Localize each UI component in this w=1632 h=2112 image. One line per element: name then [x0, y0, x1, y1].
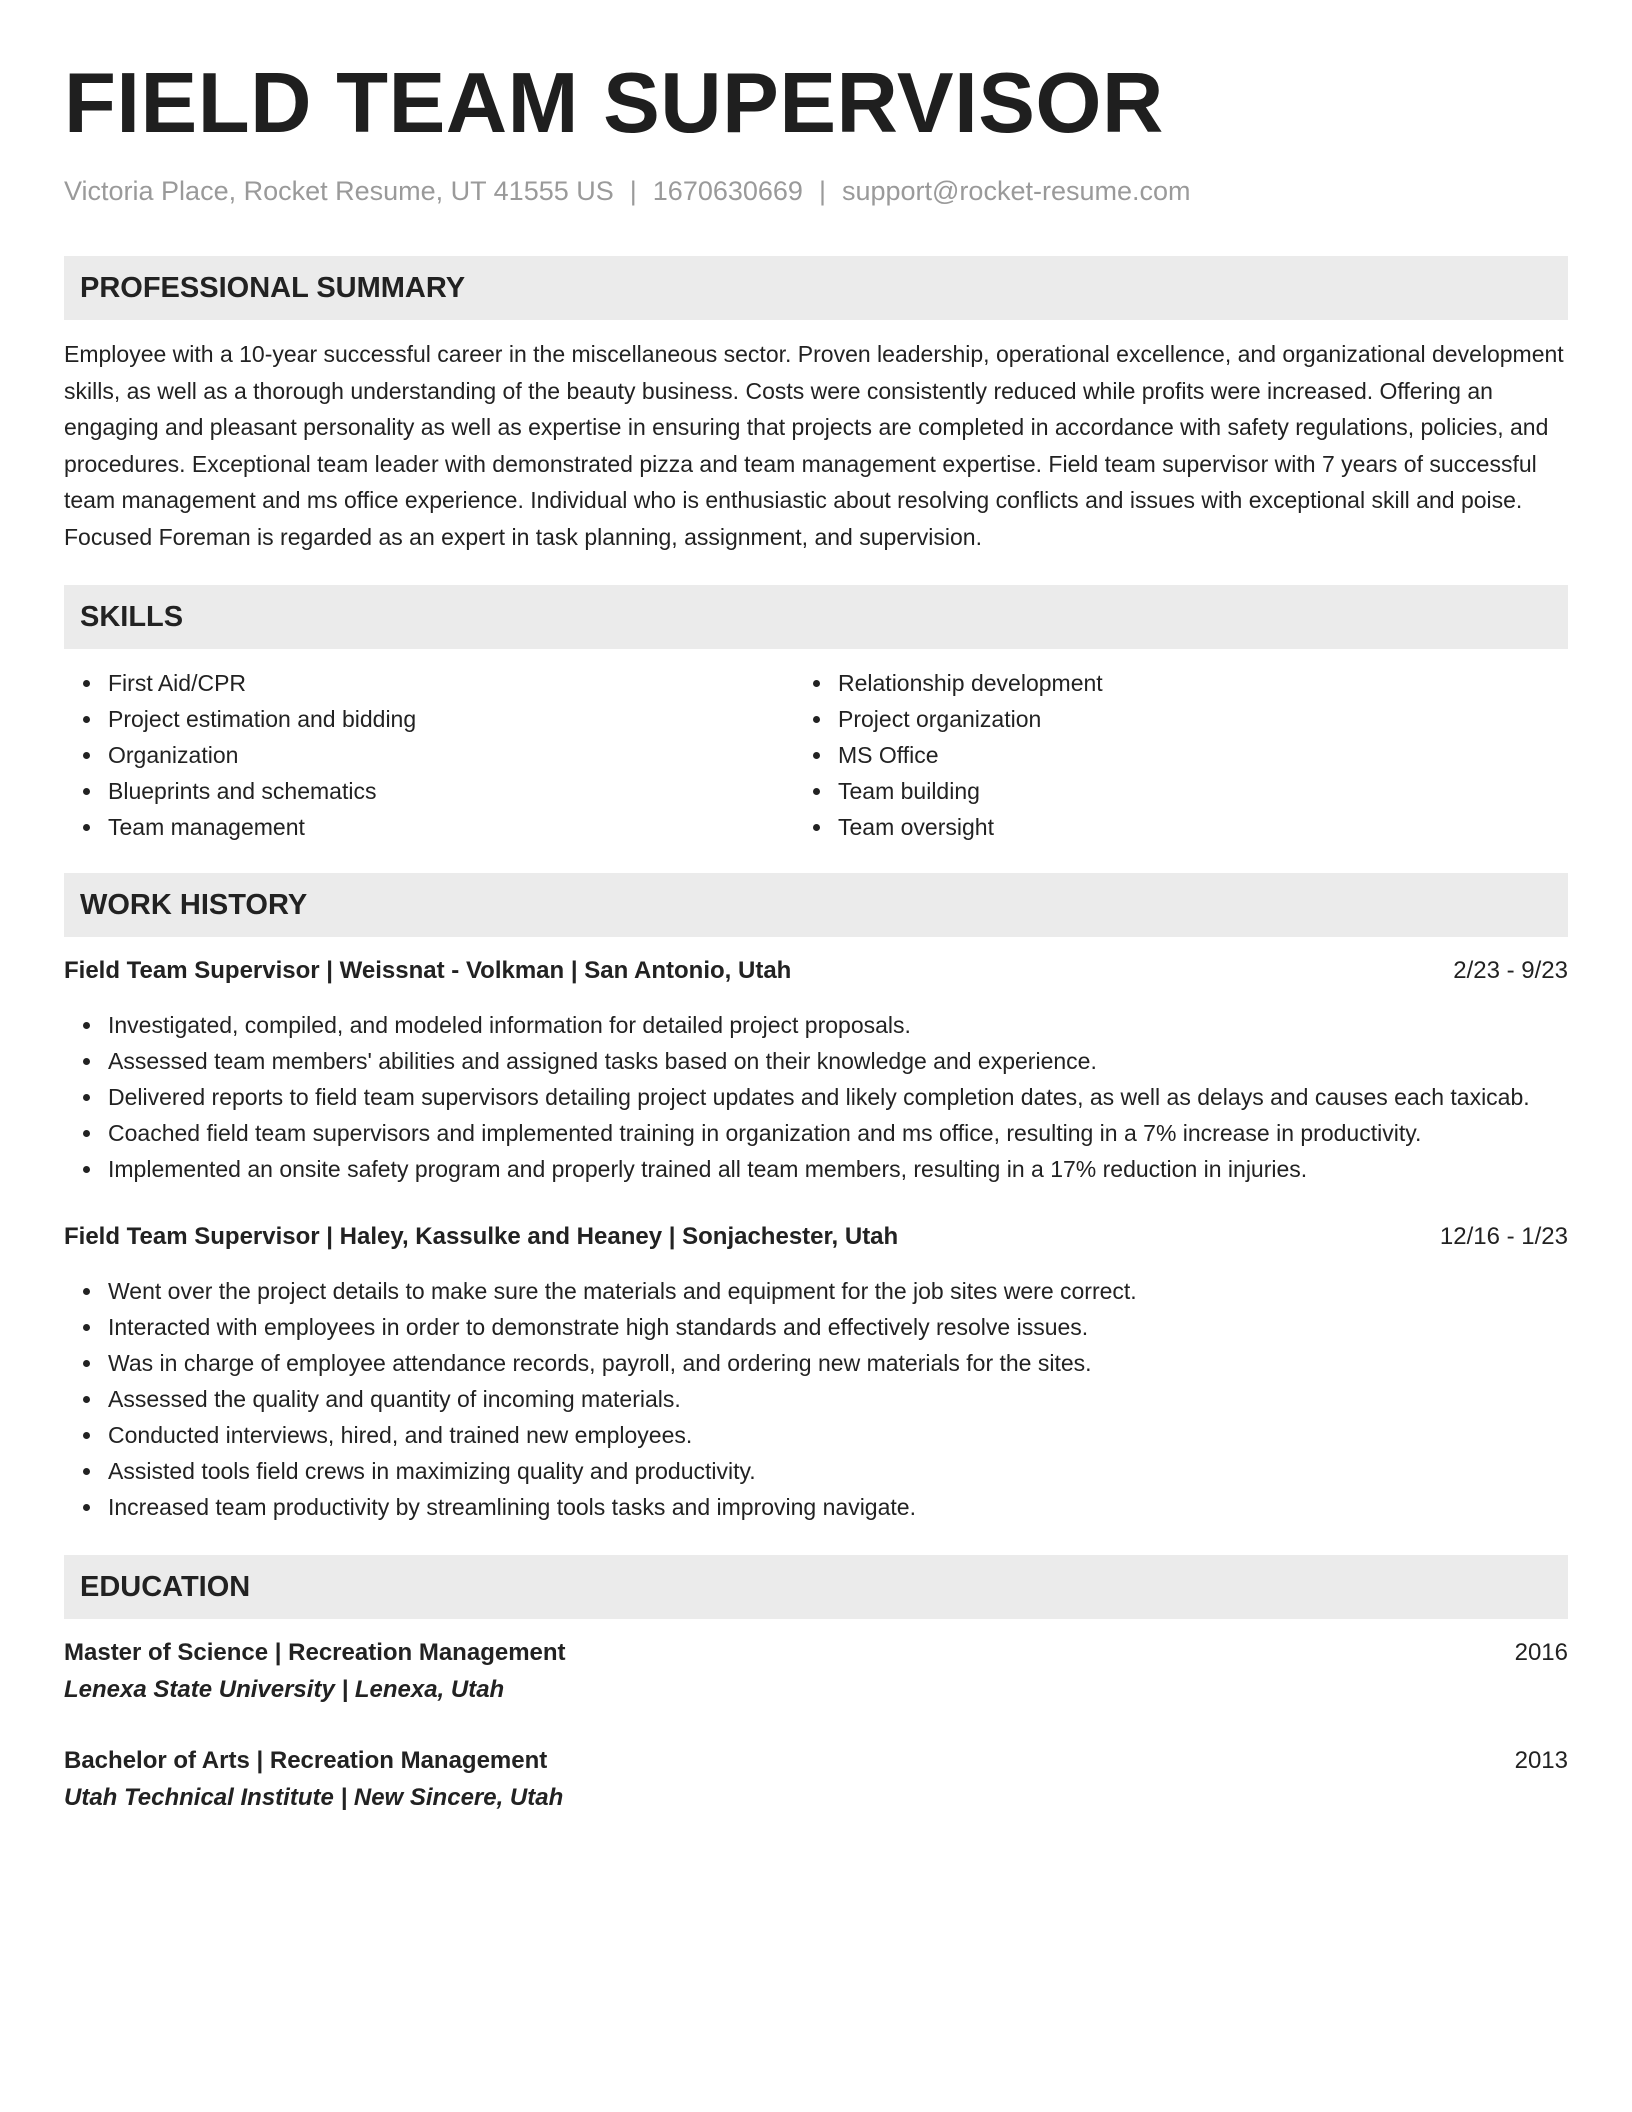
graduation-year: 2016: [1514, 1639, 1568, 1666]
school-name: Lenexa State University | Lenexa, Utah: [64, 1676, 505, 1703]
job-bullet-list: [64, 1007, 1568, 1187]
job-bullet: Assessed the quality and quantity of incoming materials.: [108, 1381, 1568, 1417]
skill-item: Relationship development: [838, 665, 1568, 701]
job-bullet: Increased team productivity by streamlining tools tasks and improving navigate.: [108, 1489, 1568, 1525]
skill-item: Team management: [108, 809, 838, 845]
job-bullet: Went over the project details to make sure the materials and equipment for the job sites were correct.: [108, 1273, 1568, 1309]
education-header: [64, 1743, 1568, 1779]
skill-item: Blueprints and schematics: [108, 773, 838, 809]
skills-column-left: [64, 665, 838, 845]
job-bullet: Investigated, compiled, and modeled information for detailed project proposals.: [108, 1007, 1568, 1043]
job-bullet: Assisted tools field crews in maximizing quality and productivity.: [108, 1453, 1568, 1489]
skills-column-right: [838, 665, 1568, 845]
skill-item: First Aid/CPR: [108, 665, 838, 701]
job-bullet: Implemented an onsite safety program and properly trained all team members, resulting in a 17% reduction in injuries.: [108, 1151, 1568, 1187]
job-title: Field Team Supervisor | Weissnat - Volkman | San Antonio, Utah: [64, 957, 792, 984]
skill-item: Project organization: [838, 701, 1568, 737]
graduation-year: 2013: [1514, 1747, 1568, 1774]
job-header: [64, 1219, 1568, 1255]
skill-item: Team oversight: [838, 809, 1568, 845]
school-name: Utah Technical Institute | New Sincere, Utah: [64, 1784, 564, 1811]
job-bullet: Delivered reports to field team supervisors detailing project updates and likely completion dates, as well as delays and causes each taxicab.: [108, 1079, 1568, 1115]
job-title: Field Team Supervisor | Haley, Kassulke and Heaney | Sonjachester, Utah: [64, 1223, 899, 1250]
job-dates: 12/16 - 1/23: [1439, 1223, 1568, 1250]
summary-text: Employee with a 10-year successful career in the miscellaneous sector. Proven leadership, operational excellence, and organizational development skills, as well as a thorough understanding of the beauty business. Costs were consistently reduced while profits were increased. Offering an engaging and pleasant personality as well as expertise in ensuring that projects are completed in accordance with safety regulations, policies, and procedures. Exceptional team leader with demonstrated pizza and team management expertise. Field team supervisor with 7 years of successful team management and ms office experience. Individual who is enthusiastic about resolving conflicts and issues with exceptional skill and poise. Focused Foreman is regarded as an expert in task planning, assignment, and supervision.: [64, 341, 1564, 550]
skill-item: MS Office: [838, 737, 1568, 773]
section-heading-work-history: WORK HISTORY: [64, 873, 1568, 937]
education-header: [64, 1635, 1568, 1671]
contact-phone: 1670630669: [652, 176, 803, 206]
skills-list: [64, 665, 1568, 845]
contact-line: [64, 174, 1568, 208]
contact-address: Victoria Place, Rocket Resume, UT 41555 US: [64, 176, 614, 206]
contact-email: support@rocket-resume.com: [841, 176, 1191, 206]
contact-separator: |: [818, 176, 826, 206]
section-heading-skills: SKILLS: [64, 585, 1568, 649]
job-bullet-list: [64, 1273, 1568, 1525]
degree-title: Bachelor of Arts | Recreation Management: [64, 1747, 548, 1774]
skill-item: Project estimation and bidding: [108, 701, 838, 737]
job-bullet: Assessed team members' abilities and assigned tasks based on their knowledge and experience.: [108, 1043, 1568, 1079]
skill-item: Team building: [838, 773, 1568, 809]
job-header: [64, 953, 1568, 989]
skill-item: Organization: [108, 737, 838, 773]
job-bullet: Was in charge of employee attendance records, payroll, and ordering new materials for the sites.: [108, 1345, 1568, 1381]
job-bullet: Conducted interviews, hired, and trained new employees.: [108, 1417, 1568, 1453]
job-bullet: Coached field team supervisors and implemented training in organization and ms office, resulting in a 7% increase in productivity.: [108, 1115, 1568, 1151]
degree-title: Master of Science | Recreation Management: [64, 1639, 566, 1666]
section-heading-summary: PROFESSIONAL SUMMARY: [64, 256, 1568, 320]
job-bullet: Interacted with employees in order to demonstrate high standards and effectively resolve issues.: [108, 1309, 1568, 1345]
contact-separator: |: [629, 176, 637, 206]
section-heading-education: EDUCATION: [64, 1555, 1568, 1619]
job-dates: 2/23 - 9/23: [1453, 957, 1568, 984]
candidate-title: FIELD TEAM SUPERVISOR: [64, 56, 1164, 151]
